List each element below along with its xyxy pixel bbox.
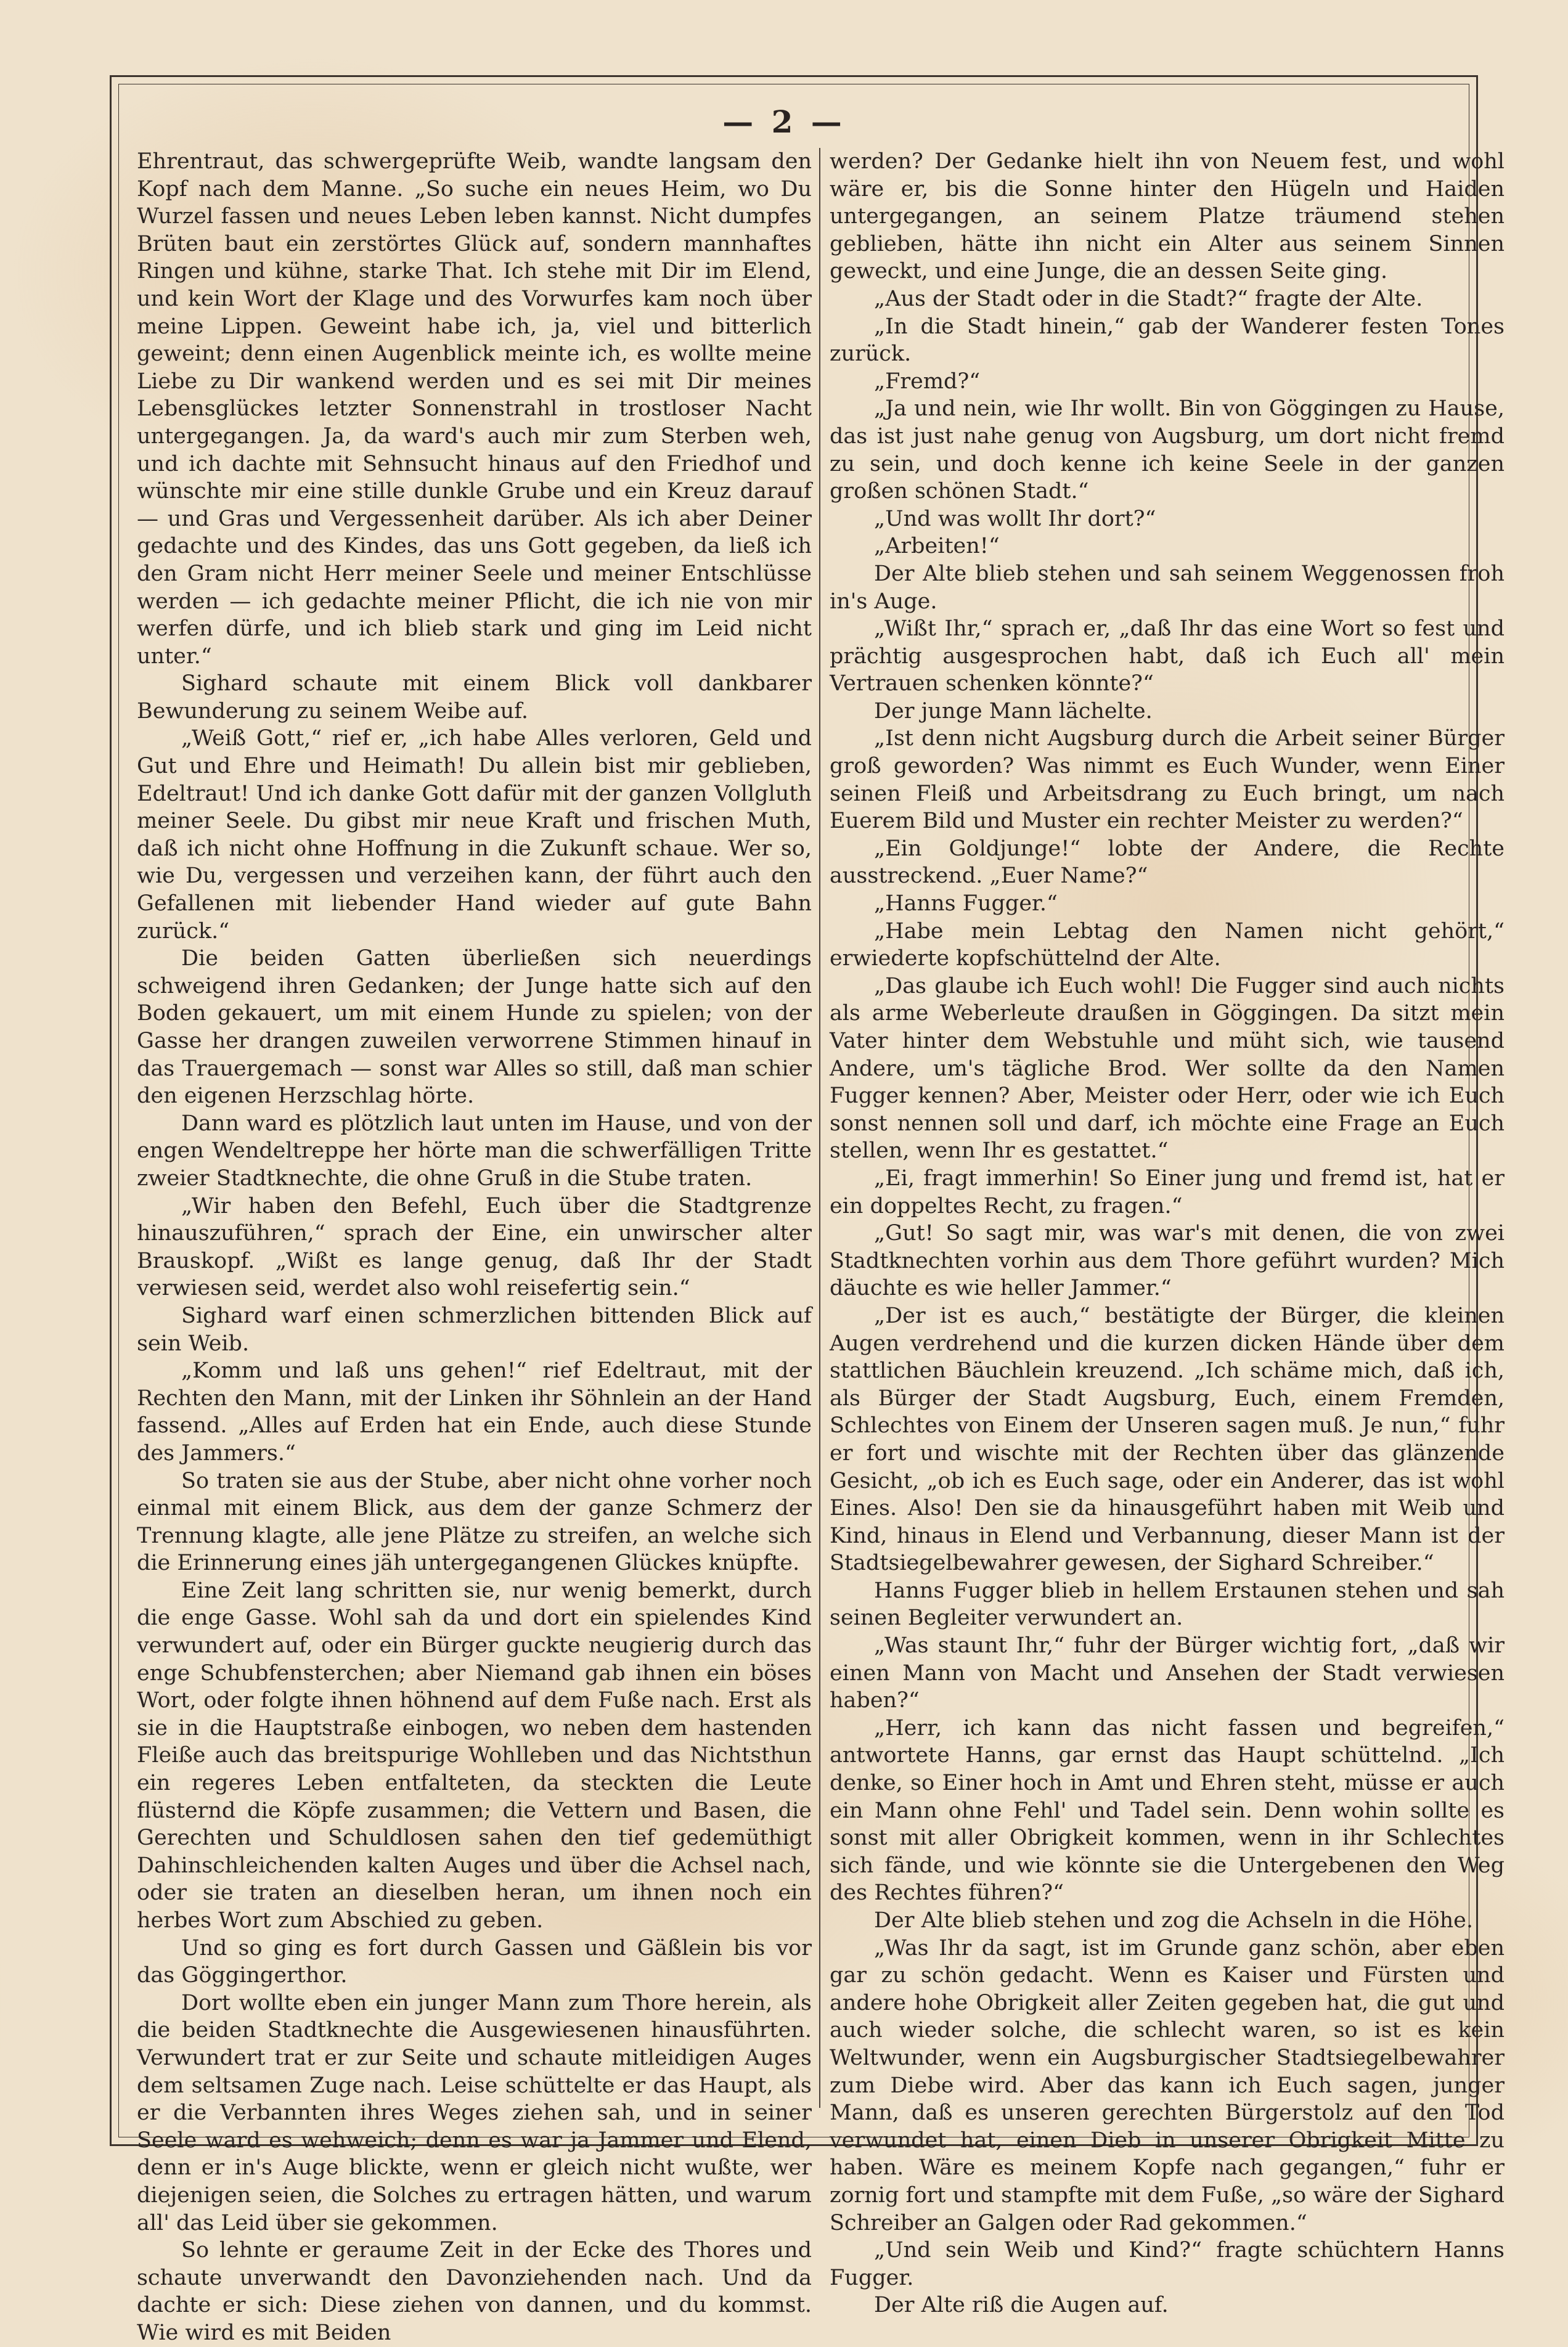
paragraph: „Herr, ich kann das nicht fassen und begreifen,“ antwortete Hanns, gar ernst das Haupt schüttelnd. „Ich denke, so Einer hoch in Amt und Ehren steht, müsse er auch ein Mann ohne Fehl' und Tadel sein. Denn wohin sollte es sonst mit aller Obrigkeit kommen, wenn in ihr Schlechtes sich fände, und wie könnte sie die Untergebenen den Weg des Rechtes führen?“ (830, 1715, 1505, 1906)
paragraph: Dann ward es plötzlich laut unten im Hause, und von der engen Wendeltreppe her hörte man die schwerfälligen Tritte zweier Stadtknechte, die ohne Gruß in die Stube traten. (137, 1111, 812, 1191)
paragraph: Eine Zeit lang schritten sie, nur wenig bemerkt, durch die enge Gasse. Wohl sah da und dort ein spielendes Kind verwundert auf, oder ein Bürger guckte neugierig durch das enge Schubfensterchen; aber Niemand gab ihnen ein böses Wort, oder folgte ihnen höhnend auf dem Fuße nach. Erst als sie in die Hauptstraße einbogen, wo neben dem hastenden Fleiße auch das breitspurige Wohlleben und das Nichtsthun ein regeres Leben entfalteten, da steckten die Leute flüsternd die Köpfe zusammen; die Vettern und Basen, die Gerechten und Schuldlosen sahen den tief gedemüthigt Dahinschleichenden kalten Auges und über die Achsel nach, oder sie traten an dieselben heran, um ihnen noch ein herbes Wort zum Abschied zu geben. (137, 1578, 812, 1933)
paragraph: „Arbeiten!“ (874, 534, 1000, 559)
paragraph: „Und sein Weib und Kind?“ fragte schüchtern Hanns Fugger. (830, 2238, 1505, 2290)
paragraph: Der junge Mann lächelte. (874, 698, 1153, 724)
paragraph: „Fremd?“ (874, 369, 981, 394)
paragraph: Die beiden Gatten überließen sich neuerdings schweigend ihren Gedanken; der Junge hatte sich auf den Boden gekauert, um mit einem Hunde zu spielen; von der Gasse her drangen zuweilen verworrene Stimmen hinauf in das Trauergemach — sonst war Alles so still, daß man schier den eigenen Herzschlag hörte. (137, 946, 812, 1109)
paragraph: Sighard warf einen schmerzlichen bittenden Blick auf sein Weib. (137, 1303, 812, 1356)
paragraph: „Und was wollt Ihr dort?“ (874, 506, 1156, 531)
right-column (830, 148, 1505, 2318)
paragraph: „Ein Goldjunge!“ lobte der Andere, die Rechte ausstreckend. „Euer Name?“ (830, 836, 1505, 889)
paragraph: „Ist denn nicht Augsburg durch die Arbeit seiner Bürger groß geworden? Was nimmt es Euch Wunder, wenn Einer seinen Fleiß und Arbeitsdrang zu Euch bringt, um nach Euerem Bild und Muster ein rechter Meister zu werden?“ (830, 726, 1505, 834)
paragraph: „Aus der Stadt oder in die Stadt?“ fragte der Alte. (874, 286, 1423, 311)
paragraph: „Habe mein Lebtag den Namen nicht gehört,“ erwiederte kopfschüttelnd der Alte. (830, 918, 1505, 971)
paragraph: Der Alte riß die Augen auf. (874, 2293, 1169, 2318)
paragraph: „Das glaube ich Euch wohl! Die Fugger sind auch nichts als arme Weberleute draußen in Göggingen. Da sitzt mein Vater hinter dem Webstuhle und müht sich, wie tausend Andere, um's tägliche Brod. Wer sollte da den Namen Fugger kennen? Aber, Meister oder Herr, oder wie ich Euch sonst nennen soll und darf, ich möchte eine Frage an Euch stellen, wenn Ihr es gestattet.“ (830, 973, 1505, 1164)
paragraph: „Der ist es auch,“ bestätigte der Bürger, die kleinen Augen verdrehend und die kurzen dicken Hände über dem stattlichen Bäuchlein kreuzend. „Ich schäme mich, daß ich, als Bürger der Stadt Augsburg, Euch, einem Fremden, Schlechtes von Einem der Unseren sagen muß. Je nun,“ fuhr er fort und wischte mit der Rechten über das glänzende Gesicht, „ob ich es Euch sage, oder ein Anderer, das ist wohl Eines. Also! Den sie da hinausgeführt haben mit Weib und Kind, hinaus in Elend und Verbannung, dieser Mann ist der Stadtsiegelbewahrer gewesen, der Sighard Schreiber.“ (830, 1303, 1505, 1576)
paragraph: So lehnte er geraume Zeit in der Ecke des Thores und schaute unverwandt den Davonziehenden nach. Und da dachte er sich: Diese ziehen von dannen, und du kommst. Wie wird es mit Beiden (137, 2238, 812, 2345)
paragraph: „Ei, fragt immerhin! So Einer jung und fremd ist, hat er ein doppeltes Recht, zu fragen.“ (830, 1165, 1505, 1218)
paragraph: Ehrentraut, das schwergeprüfte Weib, wandte langsam den Kopf nach dem Manne. „So suche ein neues Heim, wo Du Wurzel fassen und neues Leben leben kannst. Nicht dumpfes Brüten baut ein zerstörtes Glück auf, sondern mannhaftes Ringen und kühne, starke That. Ich stehe mit Dir im Elend, und kein Wort der Klage und des Vorwurfes kam noch über meine Lippen. Geweint habe ich, ja, viel und bitterlich geweint; denn einen Augenblick meinte ich, es wollte meine Liebe zu Dir wankend werden und es sei mit Dir meines Lebensglückes letzter Sonnenstrahl in trostloser Nacht untergegangen. Ja, da ward's auch mir zum Sterben weh, und ich dachte mit Sehnsucht hinaus auf den Friedhof und wünschte mir eine stille dunkle Grube und ein Kreuz darauf — und Gras und Vergessenheit darüber. Als ich aber Deiner gedachte und des Kindes, das uns Gott gegeben, da ließ ich den Gram nicht Herr meiner Seele und meiner Entschlüsse werden — ich gedachte meiner Pflicht, die ich nie von mir werfen dürfe, und ich blieb stark und ging im Leid nicht unter.“ (137, 149, 812, 669)
paragraph: So traten sie aus der Stube, aber nicht ohne vorher noch einmal mit einem Blick, aus dem der ganze Schmerz der Trennung klagte, alle jene Plätze zu streifen, an welche sich die Erinnerung eines jäh untergegangenen Glückes knüpfte. (137, 1468, 812, 1576)
paragraph: Dort wollte eben ein junger Mann zum Thore herein, als die beiden Stadtknechte die Ausgewiesenen hinausführten. Verwundert trat er zur Seite und schaute mitleidigen Auges dem seltsamen Zuge nach. Leise schüttelte er das Haupt, als er die Verbannten ihres Weges ziehen sah, und in seiner Seele ward es wehweich; denn es war ja Jammer und Elend, denn er in's Auge blickte, wenn er gleich nicht wußte, wer diejenigen seien, die Solches zu ertragen hätten, und warum all' das Leid über sie gekommen. (137, 1990, 812, 2235)
paragraph: „Ja und nein, wie Ihr wollt. Bin von Göggingen zu Hause, das ist just nahe genug von Augsburg, um dort nicht fremd zu sein, und doch kenne ich keine Seele in der ganzen großen schönen Stadt.“ (830, 396, 1505, 504)
paragraph: Hanns Fugger blieb in hellem Erstaunen stehen und sah seinen Begleiter verwundert an. (830, 1578, 1505, 1631)
paragraph: „Wir haben den Befehl, Euch über die Stadtgrenze hinauszuführen,“ sprach der Eine, ein unwirscher alter Brauskopf. „Wißt es lange genug, daß Ihr der Stadt verwiesen seid, werdet also wohl reisefertig sein.“ (137, 1193, 812, 1301)
paragraph: Und so ging es fort durch Gassen und Gäßlein bis vor das Göggingerthor. (137, 1935, 812, 1988)
paragraph: „Was staunt Ihr,“ fuhr der Bürger wichtig fort, „daß wir einen Mann von Macht und Ansehen der Stadt verwiesen haben?“ (830, 1633, 1505, 1713)
paragraph: „Komm und laß uns gehen!“ rief Edeltraut, mit der Rechten den Mann, mit der Linken ihr Söhnlein an der Hand fassend. „Alles auf Erden hat ein Ende, auch diese Stunde des Jammers.“ (137, 1358, 812, 1466)
paragraph: werden? Der Gedanke hielt ihn von Neuem fest, und wohl wäre er, bis die Sonne hinter den Hügeln und Haiden untergegangen, an seinem Platze träumend stehen geblieben, hätte ihn nicht ein Alter aus seinem Sinnen geweckt, und eine Junge, die an dessen Seite ging. (830, 149, 1505, 284)
paragraph: Der Alte blieb stehen und zog die Achseln in die Höhe. (874, 1908, 1474, 1933)
page-number: — 2 — (722, 104, 846, 140)
column-divider (819, 148, 820, 2108)
paragraph: „Wißt Ihr,“ sprach er, „daß Ihr das eine Wort so fest und prächtig ausgesprochen habt, daß ich Euch all' mein Vertrauen schenken könnte?“ (830, 616, 1505, 696)
left-column (137, 148, 812, 2345)
paragraph: „In die Stadt hinein,“ gab der Wanderer festen Tones zurück. (830, 314, 1505, 367)
paragraph: „Hanns Fugger.“ (874, 891, 1058, 916)
paragraph: „Was Ihr da sagt, ist im Grunde ganz schön, aber eben gar zu schön gedacht. Wenn es Kaiser und Fürsten und andere hohe Obrigkeit aller Zeiten gegeben hat, die gut und auch wieder solche, die schlecht waren, so ist es kein Weltwunder, wenn ein Augsburgischer Stadtsiegelbewahrer zum Diebe wird. Aber das kann ich Euch sagen, junger Mann, daß es unseren gerechten Bürgerstolz auf den Tod verwundet hat, einen Dieb in unserer Obrigkeit Mitte zu haben. Wäre es meinem Kopfe nach gegangen,“ fuhr er zornig fort und stampfte mit dem Fuße, „so wäre der Sighard Schreiber an Galgen oder Rad gekommen.“ (830, 1935, 1505, 2235)
paragraph: Der Alte blieb stehen und sah seinem Weggenossen froh in's Auge. (830, 561, 1505, 614)
paragraph: Sighard schaute mit einem Blick voll dankbarer Bewunderung zu seinem Weibe auf. (137, 671, 812, 724)
paragraph: „Gut! So sagt mir, was war's mit denen, die von zwei Stadtknechten vorhin aus dem Thore geführt wurden? Mich däuchte es wie heller Jammer.“ (830, 1221, 1505, 1301)
paragraph: „Weiß Gott,“ rief er, „ich habe Alles verloren, Geld und Gut und Ehre und Heimath! Du allein bist mir geblieben, Edeltraut! Und ich danke Gott dafür mit der ganzen Vollgluth meiner Seele. Du gibst mir neue Kraft und frischen Muth, daß ich nicht ohne Hoffnung in die Zukunft schaue. Wer so, wie Du, vergessen und verzeihen kann, der führt auch den Gefallenen mit liebender Hand wieder auf gute Bahn zurück.“ (137, 726, 812, 944)
